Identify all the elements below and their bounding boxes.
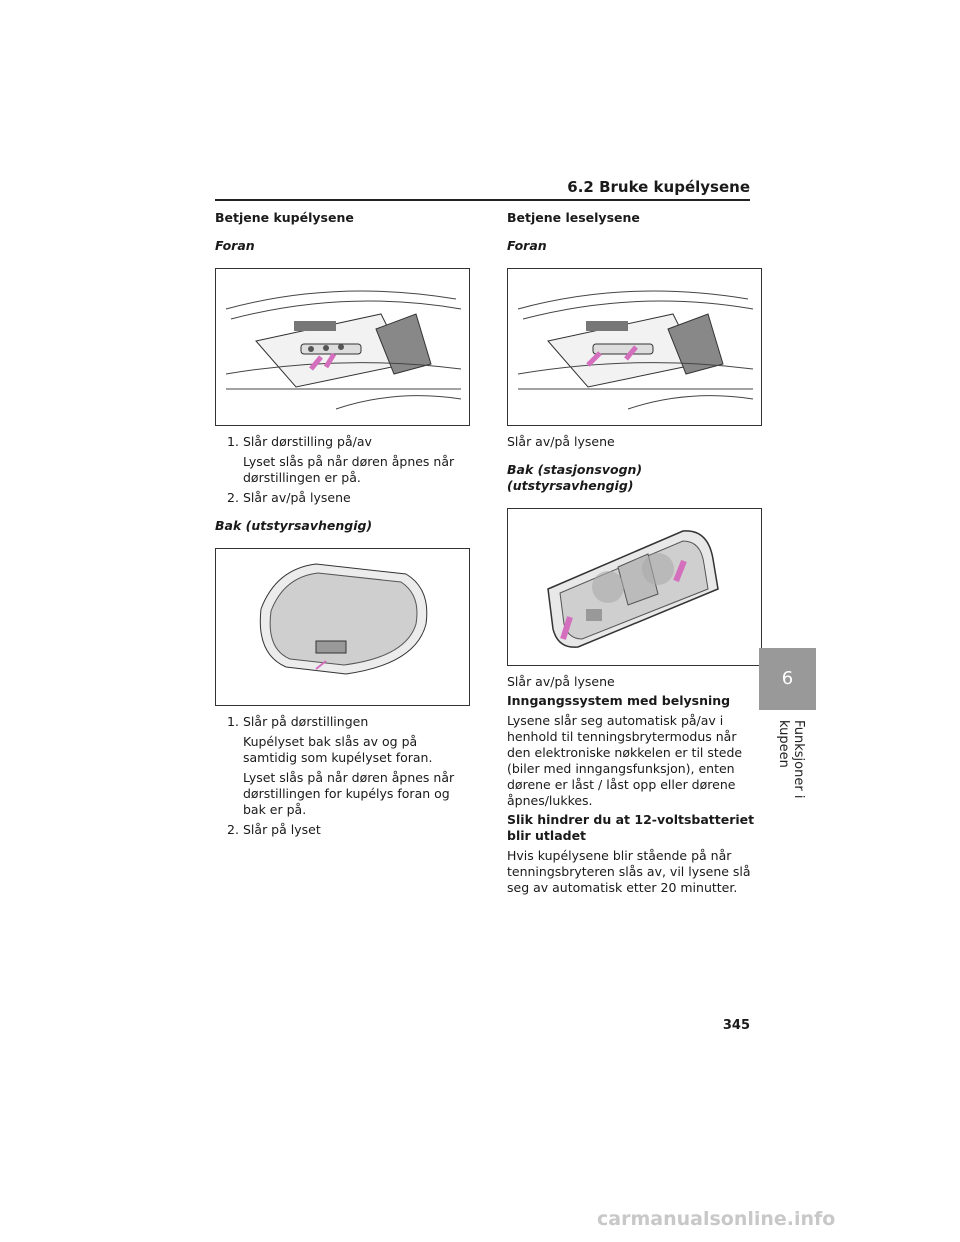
right-sub-rear: Bak (stasjonsvogn) (utstyrsavhengig) xyxy=(507,462,643,493)
entry-lighting-text: Lysene slår seg automatisk på/av i henhold til tenningsbrytermodus når den elektroniske nøkkelen er til stede (biler med inngangsfunksjon), enten dørene er låst / låst opp eller dørene åpnes/lukkes. xyxy=(507,713,743,808)
right-caption-front: Slår av/på lysene xyxy=(507,434,615,449)
figure-front-reading-light xyxy=(507,268,762,426)
section-header: 6.2 Bruke kupélysene xyxy=(567,178,750,196)
right-heading: Betjene leselysene xyxy=(507,210,640,225)
page-number: 345 xyxy=(722,1018,750,1033)
list-item: 1. Slår dørstilling på/av Lyset slås på når døren åpnes når dørstillingen er på. xyxy=(227,434,455,485)
left-list-front xyxy=(215,434,470,506)
left-sub-rear: Bak (utstyrsavhengig) xyxy=(215,518,373,533)
left-sub-front: Foran xyxy=(215,238,255,253)
left-heading: Betjene kupélysene xyxy=(215,210,354,225)
chapter-label: Funksjoner i kupeen xyxy=(776,720,806,799)
left-column xyxy=(215,207,470,842)
right-column xyxy=(507,207,762,896)
header-rule xyxy=(215,199,750,201)
list-item: 2. Slår på lyset xyxy=(227,822,321,837)
figure-rear-reading-light xyxy=(507,508,762,666)
watermark: carmanualsonline.info xyxy=(597,1208,836,1230)
figure-rear-interior-light xyxy=(215,548,470,706)
entry-lighting-heading: Inngangssystem med belysning xyxy=(507,693,731,708)
list-item: 1. Slår på dørstillingen Kupélyset bak slås av og på samtidig som kupélyset foran. Lyset slås på når døren åpnes når dørstillingen for kupélys foran og bak er på. xyxy=(227,714,455,817)
list-item: 2. Slår av/på lysene xyxy=(227,490,351,505)
left-list-rear xyxy=(215,714,470,838)
chapter-tab: 6 xyxy=(759,648,816,710)
battery-heading: Slik hindrer du at 12-voltsbatteriet blir utladet xyxy=(507,812,755,843)
battery-text: Hvis kupélysene blir stående på når tenningsbryteren slås av, vil lysene slå seg av automatisk etter 20 minutter. xyxy=(507,848,751,895)
right-sub-front: Foran xyxy=(507,238,547,253)
figure-front-interior-light xyxy=(215,268,470,426)
right-caption-rear: Slår av/på lysene xyxy=(507,674,615,689)
